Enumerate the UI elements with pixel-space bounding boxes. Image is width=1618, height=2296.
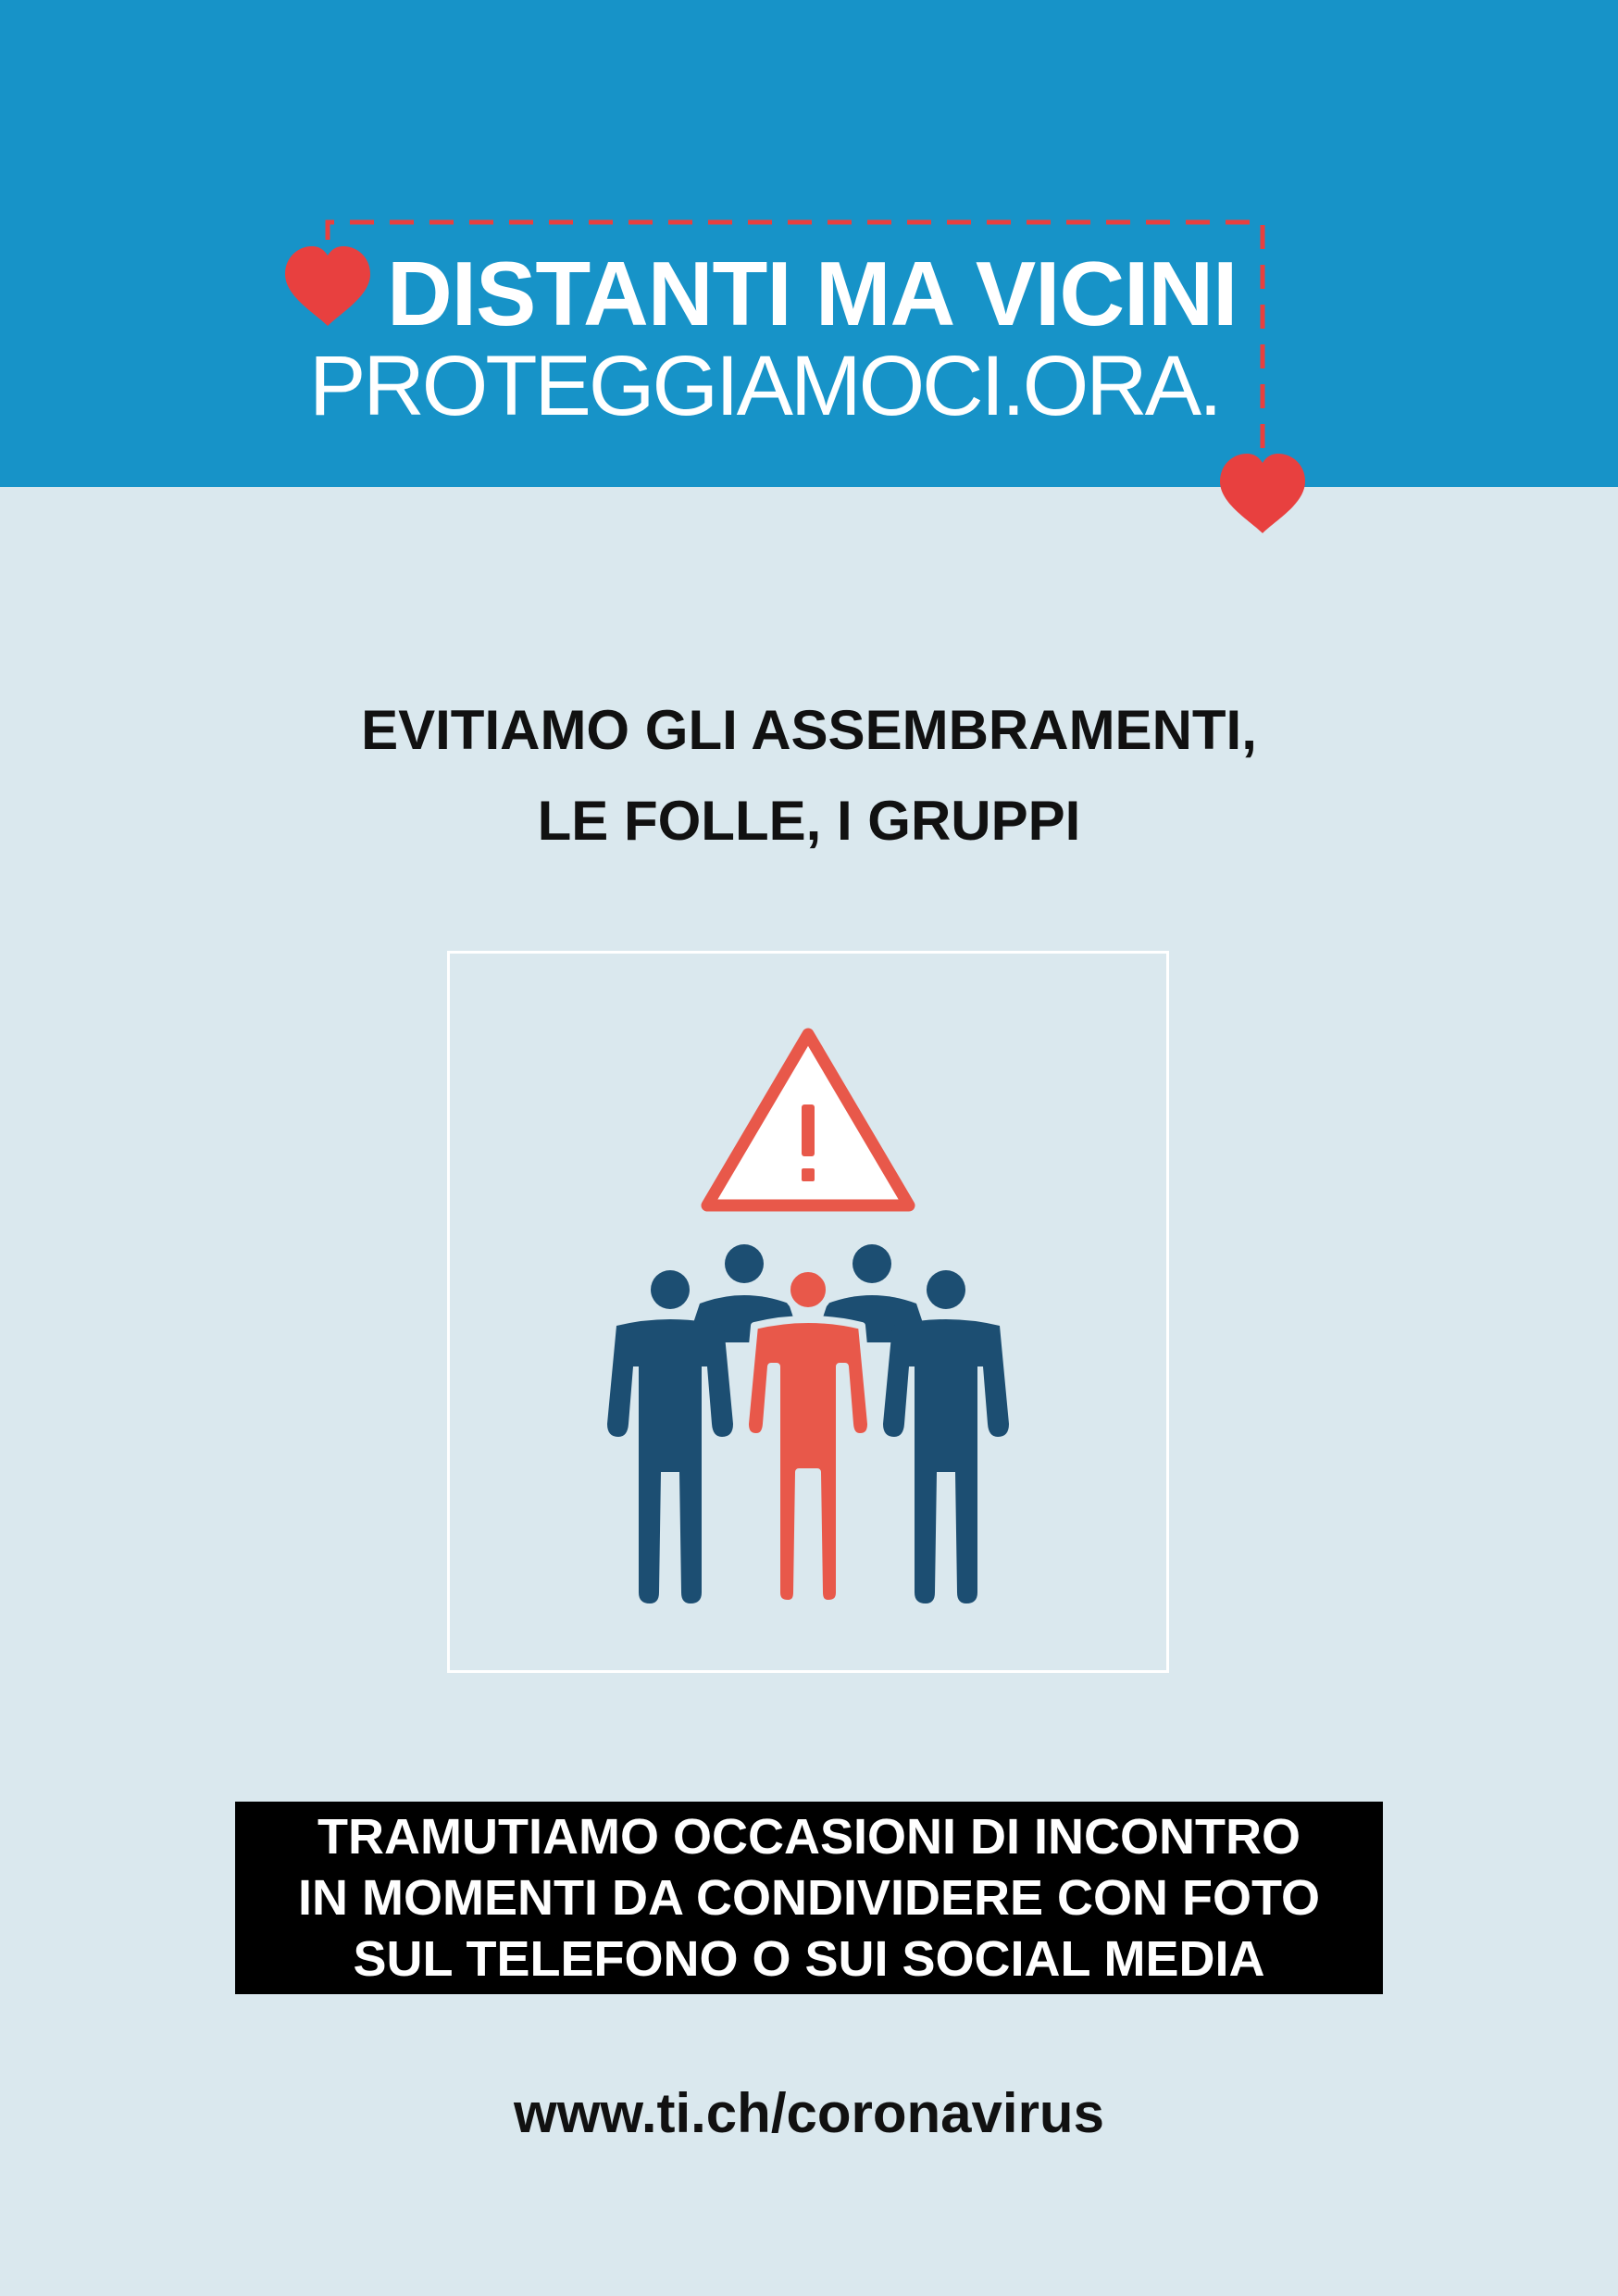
tip-line: IN MOMENTI DA CONDIVIDERE CON FOTO: [297, 1870, 1321, 1926]
heart-icon: [1220, 454, 1305, 533]
campaign-title: DISTANTI MA VICINI: [387, 243, 1238, 344]
headline-line: LE FOLLE, I GRUPPI: [537, 790, 1081, 852]
warning-triangle-icon: [707, 1034, 909, 1205]
headline: [0, 685, 1618, 867]
tip-box: [235, 1802, 1383, 1994]
campaign-subtitle: PROTEGGIAMOCI.ORA.: [309, 339, 1220, 433]
website-link[interactable]: www.ti.ch/coronavirus: [514, 2082, 1104, 2144]
heart-icon: [285, 246, 370, 326]
people-group-icon: [607, 1244, 1009, 1603]
headline-line: EVITIAMO GLI ASSEMBRAMENTI,: [361, 699, 1257, 761]
tip-line: TRAMUTIAMO OCCASIONI DI INCONTRO: [317, 1809, 1301, 1865]
tip-line: SUL TELEFONO O SUI SOCIAL MEDIA: [353, 1931, 1265, 1987]
pictogram-box: [447, 951, 1169, 1673]
